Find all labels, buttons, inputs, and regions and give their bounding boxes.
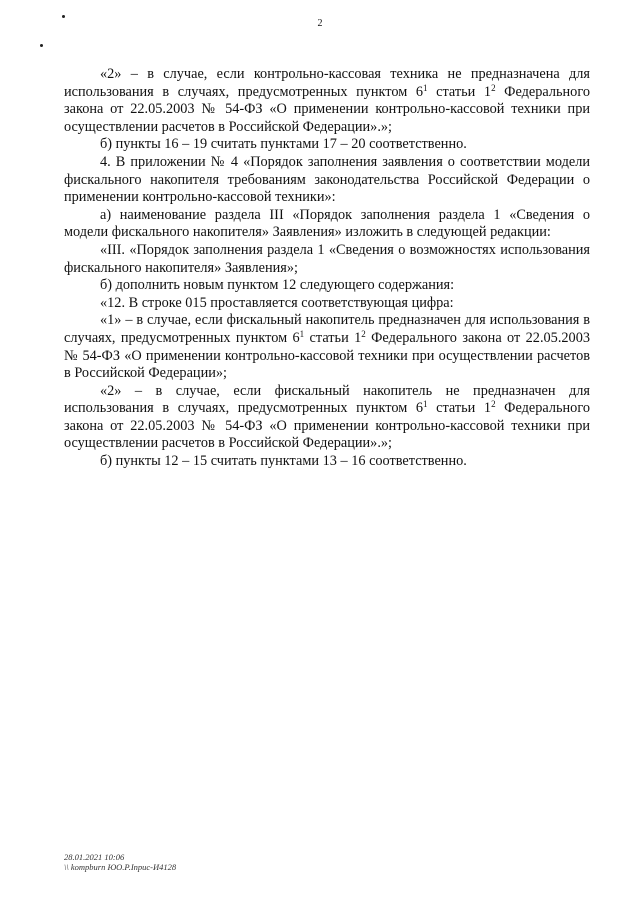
paragraph: «2» – в случае, если фискальный накопитель не предназначен для использования в случаях, предусмотренных пунктом $6^1$ статьи $1^2$ Федерального закона от 22.05.2003 № 54-ФЗ «О применении контрольно-кассовой техники при осуществлении расчетов в Российской Федерации».»;	[64, 382, 590, 452]
page-number: 2	[317, 18, 323, 29]
footer-date: 28.01.2021 10:06	[64, 852, 125, 862]
footer-file-path: \\ kompburn ЮО.Р.Inpис-И4128	[64, 862, 177, 872]
paragraph: б) дополнить новым пунктом 12 следующего содержания:	[100, 277, 455, 294]
paragraph: 4. В приложении № 4 «Порядок заполнения заявления о соответствии модели фискального накопителя требованиям законодательства Российской Федерации о применении контрольно-кассовой техники»:	[64, 153, 590, 206]
document-footer	[64, 852, 176, 872]
paragraph: б) пункты 16 – 19 считать пунктами 17 – 20 соответственно.	[100, 136, 467, 153]
paragraph: «12. В строке 015 проставляется соответствующая цифра:	[100, 294, 454, 311]
paragraph: «2» – в случае, если контрольно-кассовая техника не предназначена для использования в случаях, предусмотренных пунктом $6^1$ статьи $1^2$ Федерального закона от 22.05.2003 № 54-ФЗ «О применении контрольно-кассовой техники при осуществлении расчетов в Российской Федерации».»;	[64, 66, 590, 135]
document-body	[64, 66, 590, 471]
paragraph: б) пункты 12 – 15 считать пунктами 13 – 16 соответственно.	[100, 453, 467, 470]
paragraph: а) наименование раздела III «Порядок заполнения раздела 1 «Сведения о модели фискального накопителя» Заявления» изложить в следующей редакции:	[64, 206, 590, 241]
paragraph: «1» – в случае, если фискальный накопитель предназначен для использования в случаях, предусмотренных пунктом $6^1$ статьи $1^2$ Федерального закона от 22.05.2003 № 54-ФЗ «О применении контрольно-кассовой техники при осуществлении расчетов в Российской Федерации»;	[64, 312, 590, 382]
paragraph: «III. «Порядок заполнения раздела 1 «Сведения о возможностях использования фискального накопителя» Заявления»;	[64, 241, 590, 276]
scan-speck	[40, 44, 43, 47]
